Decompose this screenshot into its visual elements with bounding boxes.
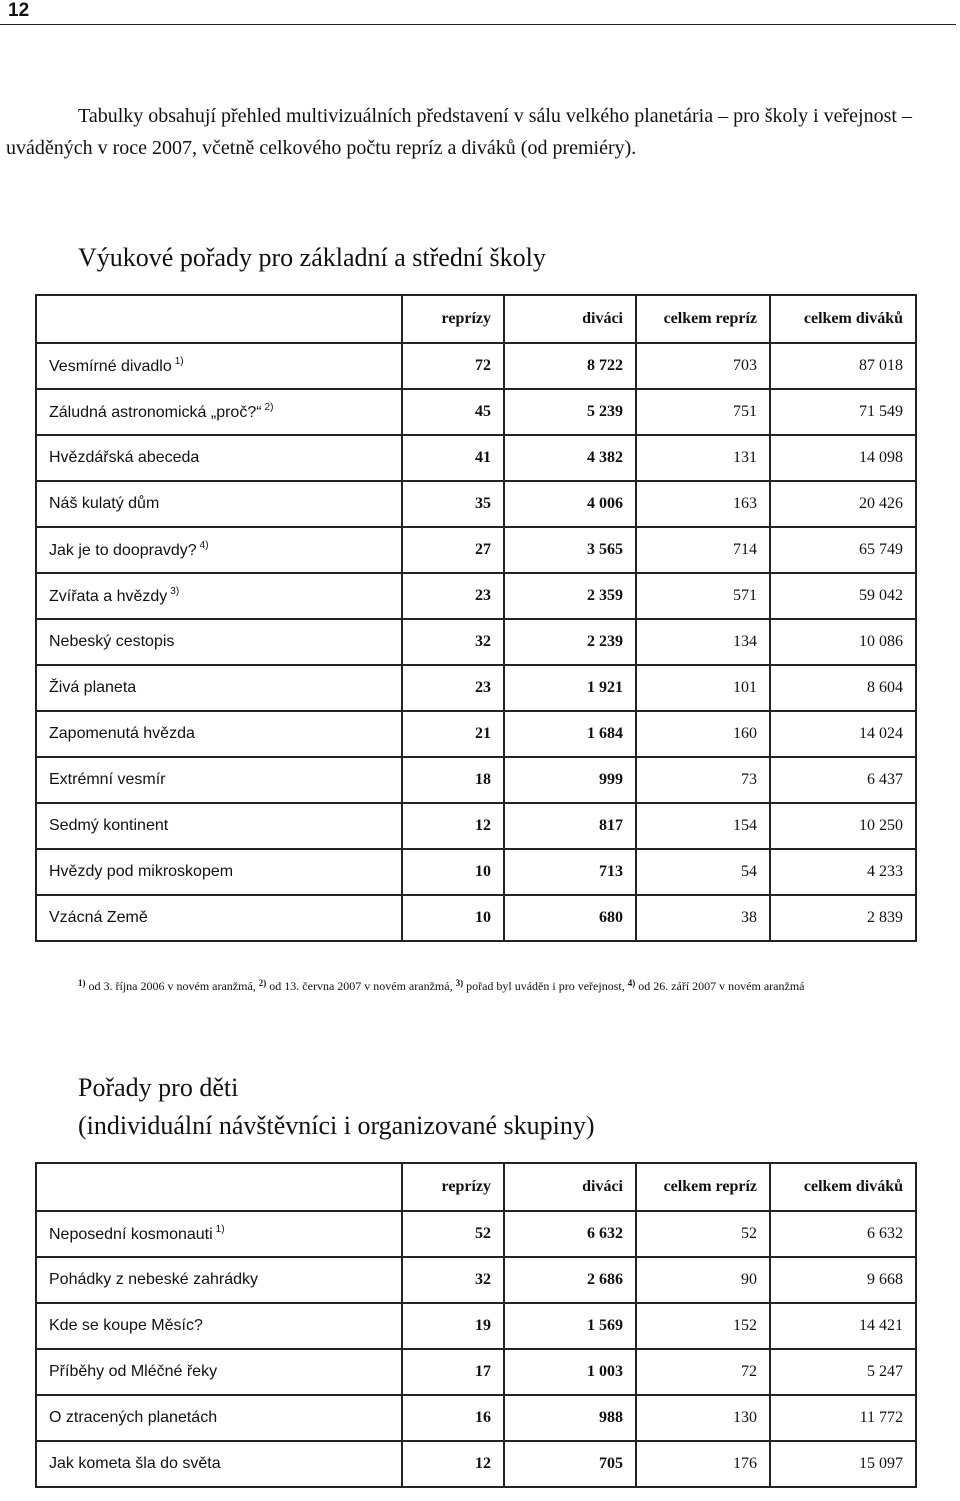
celkem-divaku-value: 11 772: [770, 1395, 916, 1441]
program-name-text: Nebeský cestopis: [49, 633, 175, 650]
footnote-1: $^{1)}$ od 3. října 2006 v novém aranžmá,: [78, 978, 259, 993]
reprizy-value: 10: [402, 895, 504, 941]
footnote-3: $^{3)}$ pořad byl uváděn i pro veřejnost,: [455, 978, 628, 993]
header-divaci: diváci: [504, 295, 636, 343]
program-name: [36, 1257, 402, 1303]
celkem-divaku-value: 8 604: [770, 665, 916, 711]
table-row: [36, 895, 916, 941]
header-rule: [0, 24, 956, 25]
section-title-children: Pořady pro děti: [78, 1073, 239, 1102]
program-name: [36, 389, 402, 435]
reprizy-value: 45: [402, 389, 504, 435]
page-number: 12: [8, 0, 30, 21]
reprizy-value: 32: [402, 619, 504, 665]
header-reprizy: reprízy: [402, 295, 504, 343]
divaci-value: 2 359: [504, 573, 636, 619]
table-row: [36, 1349, 916, 1395]
celkem-divaku-value: 14 421: [770, 1303, 916, 1349]
celkem-repriz-value: 101: [636, 665, 770, 711]
celkem-divaku-value: 6 437: [770, 757, 916, 803]
celkem-repriz-value: 152: [636, 1303, 770, 1349]
program-name: [36, 481, 402, 527]
reprizy-value: 16: [402, 1395, 504, 1441]
divaci-value: 988: [504, 1395, 636, 1441]
celkem-repriz-value: 703: [636, 343, 770, 389]
celkem-divaku-value: 4 233: [770, 849, 916, 895]
program-name: [36, 665, 402, 711]
celkem-repriz-value: 154: [636, 803, 770, 849]
header-name-cell: [36, 295, 402, 343]
celkem-repriz-value: 90: [636, 1257, 770, 1303]
program-name-text: Zvířata a hvězdy: [49, 588, 168, 605]
divaci-value: 680: [504, 895, 636, 941]
celkem-divaku-value: 65 749: [770, 527, 916, 573]
celkem-divaku-value: 20 426: [770, 481, 916, 527]
program-name-text: Hvězdy pod mikroskopem: [49, 863, 234, 880]
program-name: [36, 1211, 402, 1257]
program-name: [36, 895, 402, 941]
table-row: [36, 389, 916, 435]
table-row: [36, 665, 916, 711]
program-name-text: Extrémní vesmír: [49, 771, 166, 788]
celkem-divaku-value: 15 097: [770, 1441, 916, 1487]
table-header-row: [36, 1163, 916, 1211]
intro-paragraph: Tabulky obsahují přehled multivizuálních představení v sálu velkého planetária – pro školy i veřejnost – uváděných v roce 2007, včetně celkového počtu repríz a diváků (od premiéry).: [6, 105, 912, 159]
divaci-value: 2 239: [504, 619, 636, 665]
divaci-value: 999: [504, 757, 636, 803]
celkem-divaku-value: 71 549: [770, 389, 916, 435]
header-celkem-divaku: celkem diváků: [770, 295, 916, 343]
reprizy-value: 52: [402, 1211, 504, 1257]
reprizy-value: 12: [402, 803, 504, 849]
table-row: [36, 1211, 916, 1257]
program-name: [36, 1441, 402, 1487]
celkem-repriz-value: 163: [636, 481, 770, 527]
divaci-value: 817: [504, 803, 636, 849]
celkem-repriz-value: 38: [636, 895, 770, 941]
divaci-value: 1 003: [504, 1349, 636, 1395]
program-name-text: Náš kulatý dům: [49, 495, 160, 512]
table-row: [36, 619, 916, 665]
section-subtitle-children: (individuální návštěvníci i organizované skupiny): [78, 1111, 595, 1140]
table-row: [36, 573, 916, 619]
footnotes: [78, 978, 804, 994]
reprizy-value: 10: [402, 849, 504, 895]
reprizy-value: 23: [402, 573, 504, 619]
celkem-repriz-value: 176: [636, 1441, 770, 1487]
program-name-text: Jak kometa šla do světa: [49, 1455, 221, 1472]
header-divaci: diváci: [504, 1163, 636, 1211]
celkem-repriz-value: 130: [636, 1395, 770, 1441]
program-name: [36, 573, 402, 619]
celkem-repriz-value: 73: [636, 757, 770, 803]
celkem-divaku-value: 5 247: [770, 1349, 916, 1395]
header-celkem-repriz: celkem repríz: [636, 295, 770, 343]
program-name: [36, 1349, 402, 1395]
program-name-text: Zapomenutá hvězda: [49, 725, 195, 742]
celkem-divaku-value: 59 042: [770, 573, 916, 619]
program-name-text: Záludná astronomická „proč?“: [49, 404, 262, 421]
table-header-row: [36, 295, 916, 343]
celkem-divaku-value: 6 632: [770, 1211, 916, 1257]
celkem-repriz-value: 131: [636, 435, 770, 481]
program-name-text: Neposední kosmonauti: [49, 1226, 213, 1243]
celkem-divaku-value: 14 098: [770, 435, 916, 481]
program-name: [36, 711, 402, 757]
program-name: [36, 1303, 402, 1349]
reprizy-value: 27: [402, 527, 504, 573]
celkem-divaku-value: 9 668: [770, 1257, 916, 1303]
divaci-value: 705: [504, 1441, 636, 1487]
table-body-children: [36, 1211, 916, 1487]
table-row: [36, 481, 916, 527]
program-name: [36, 435, 402, 481]
celkem-repriz-value: 751: [636, 389, 770, 435]
celkem-repriz-value: 52: [636, 1211, 770, 1257]
program-name-text: Hvězdářská abeceda: [49, 449, 200, 466]
program-name-text: Vesmírné divadlo: [49, 358, 172, 375]
divaci-value: 8 722: [504, 343, 636, 389]
divaci-value: 3 565: [504, 527, 636, 573]
reprizy-value: 23: [402, 665, 504, 711]
table-school-programs: [35, 294, 917, 942]
header-reprizy: reprízy: [402, 1163, 504, 1211]
section-title-schools: Výukové pořady pro základní a střední školy: [78, 243, 546, 272]
divaci-value: 1 921: [504, 665, 636, 711]
program-name: [36, 1395, 402, 1441]
footnote-marker: 3): [170, 586, 180, 597]
reprizy-value: 21: [402, 711, 504, 757]
reprizy-value: 19: [402, 1303, 504, 1349]
program-name: [36, 619, 402, 665]
divaci-value: 4 382: [504, 435, 636, 481]
table-row: [36, 1257, 916, 1303]
reprizy-value: 17: [402, 1349, 504, 1395]
footnote-4: $^{4)}$ od 26. září 2007 v novém aranžmá: [627, 978, 805, 993]
celkem-repriz-value: 571: [636, 573, 770, 619]
reprizy-value: 41: [402, 435, 504, 481]
table-row: [36, 1395, 916, 1441]
header-celkem-repriz: celkem repríz: [636, 1163, 770, 1211]
reprizy-value: 72: [402, 343, 504, 389]
table-body-schools: [36, 343, 916, 941]
program-name-text: Kde se koupe Měsíc?: [49, 1317, 203, 1334]
table-row: [36, 435, 916, 481]
footnote-2: $^{2)}$ od 13. června 2007 v novém aranžmá,: [258, 978, 456, 993]
celkem-repriz-value: 714: [636, 527, 770, 573]
divaci-value: 1 569: [504, 1303, 636, 1349]
program-name: [36, 343, 402, 389]
celkem-divaku-value: 10 250: [770, 803, 916, 849]
reprizy-value: 12: [402, 1441, 504, 1487]
table-row: [36, 803, 916, 849]
program-name: [36, 849, 402, 895]
table-children-programs: [35, 1162, 917, 1488]
program-name-text: O ztracených planetách: [49, 1409, 218, 1426]
celkem-repriz-value: 160: [636, 711, 770, 757]
celkem-divaku-value: 2 839: [770, 895, 916, 941]
table-row: [36, 1441, 916, 1487]
divaci-value: 2 686: [504, 1257, 636, 1303]
celkem-divaku-value: 14 024: [770, 711, 916, 757]
program-name-text: Živá planeta: [49, 679, 137, 696]
table-row: [36, 711, 916, 757]
reprizy-value: 18: [402, 757, 504, 803]
table-row: [36, 1303, 916, 1349]
footnote-marker: 1): [215, 1224, 225, 1235]
header-name-cell: [36, 1163, 402, 1211]
program-name: [36, 757, 402, 803]
divaci-value: 713: [504, 849, 636, 895]
divaci-value: 1 684: [504, 711, 636, 757]
table-row: [36, 527, 916, 573]
celkem-divaku-value: 87 018: [770, 343, 916, 389]
footnote-marker: 1): [174, 356, 184, 367]
program-name-text: Sedmý kontinent: [49, 817, 169, 834]
program-name: [36, 803, 402, 849]
program-name: [36, 527, 402, 573]
celkem-repriz-value: 54: [636, 849, 770, 895]
reprizy-value: 32: [402, 1257, 504, 1303]
reprizy-value: 35: [402, 481, 504, 527]
footnote-marker: 4): [199, 540, 209, 551]
footnote-marker: 2): [264, 402, 274, 413]
divaci-value: 6 632: [504, 1211, 636, 1257]
header-celkem-divaku: celkem diváků: [770, 1163, 916, 1211]
table-row: [36, 343, 916, 389]
program-name-text: Jak je to doopravdy?: [49, 542, 197, 559]
divaci-value: 4 006: [504, 481, 636, 527]
celkem-repriz-value: 72: [636, 1349, 770, 1395]
program-name-text: Pohádky z nebeské zahrádky: [49, 1271, 259, 1288]
divaci-value: 5 239: [504, 389, 636, 435]
program-name-text: Příběhy od Mléčné řeky: [49, 1363, 218, 1380]
table-row: [36, 757, 916, 803]
celkem-divaku-value: 10 086: [770, 619, 916, 665]
celkem-repriz-value: 134: [636, 619, 770, 665]
table-row: [36, 849, 916, 895]
program-name-text: Vzácná Země: [49, 909, 148, 926]
